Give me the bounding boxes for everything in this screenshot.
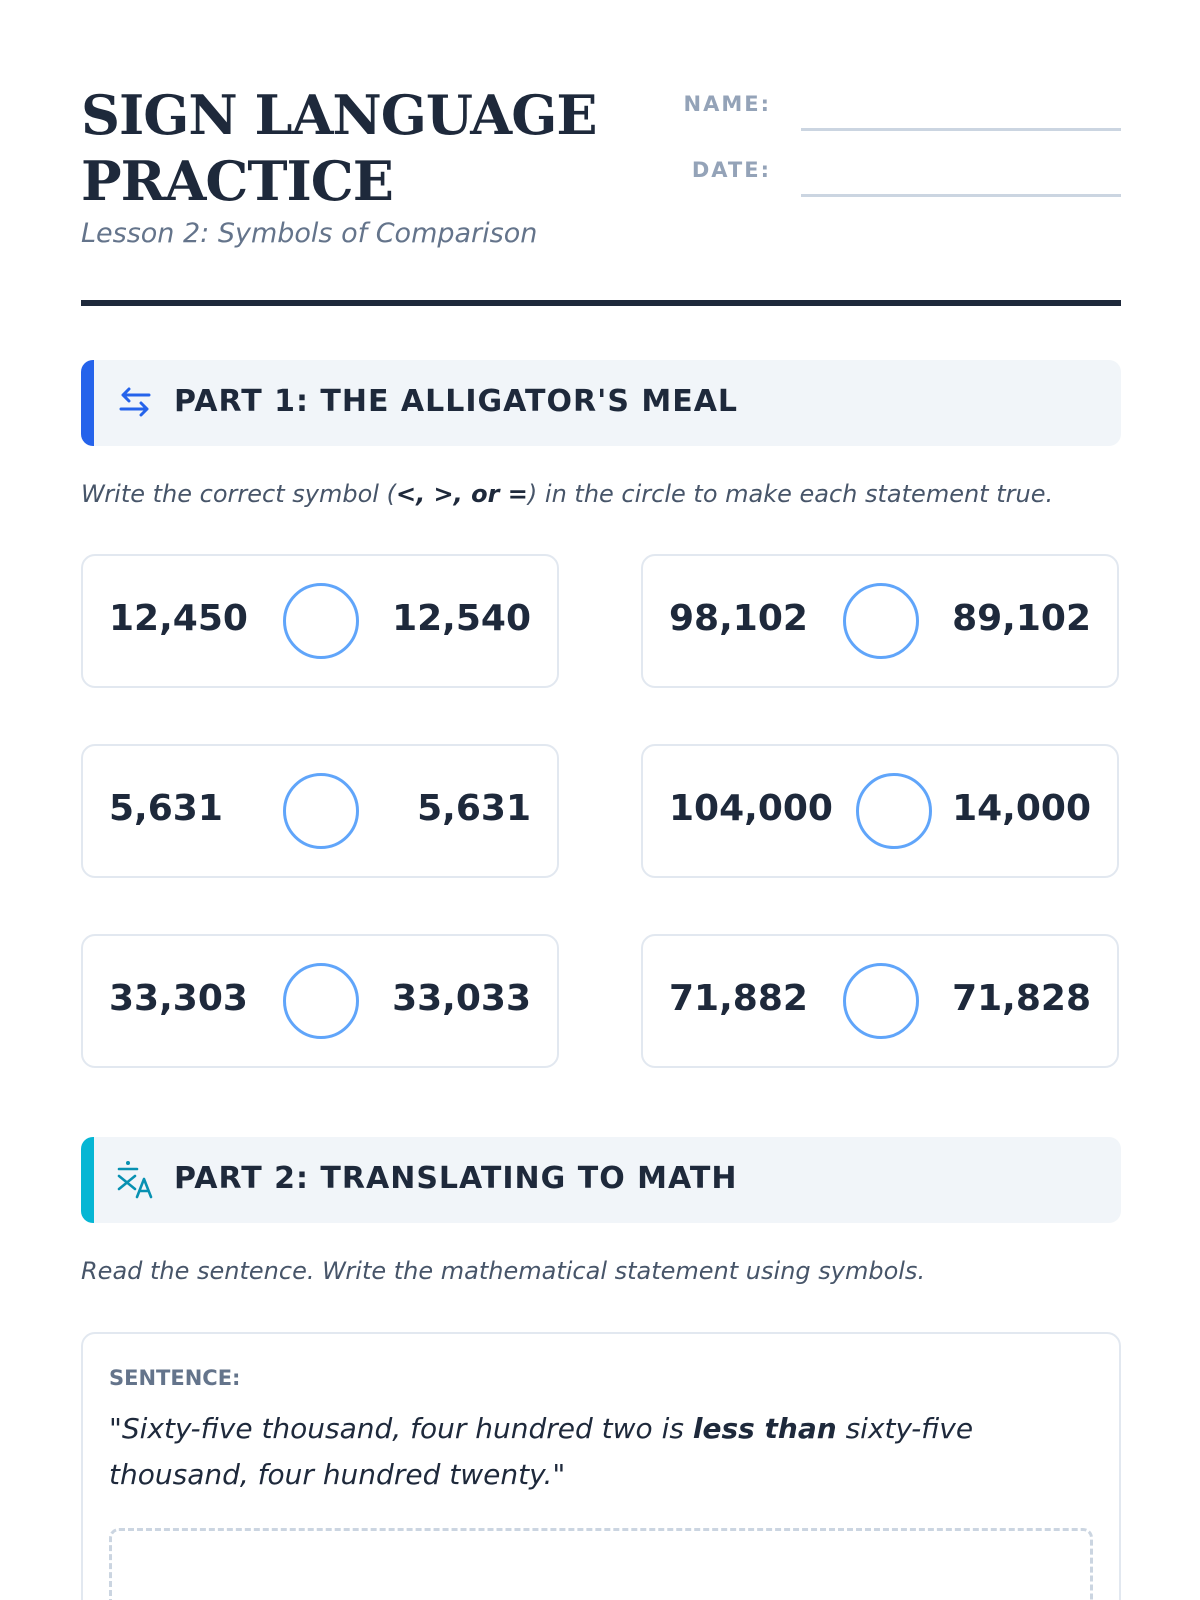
part2-accent [81, 1137, 94, 1223]
answer-circle[interactable] [283, 583, 359, 659]
sentence-text-after: sixty-five thousand, four hundred twenty." [109, 1412, 974, 1491]
sentence-text [109, 1406, 1069, 1498]
comparison-left-number: 98,102 [669, 598, 808, 639]
answer-circle[interactable] [843, 583, 919, 659]
part1-instruction-before: Write the correct symbol ( [81, 480, 396, 508]
swap-arrows-icon [115, 382, 155, 422]
part2-instruction: Read the sentence. Write the mathematical statement using symbols. [81, 1257, 926, 1285]
answer-circle[interactable] [283, 963, 359, 1039]
comparison-right-number: 14,000 [952, 788, 1091, 829]
part2-header [81, 1137, 1121, 1223]
sentence-label: SENTENCE: [109, 1366, 241, 1390]
comparison-right-number: 89,102 [952, 598, 1091, 639]
answer-circle[interactable] [856, 773, 932, 849]
sentence-text-before: "Sixty-five thousand, four hundred two is [109, 1412, 693, 1445]
header-divider [81, 300, 1121, 306]
translate-icon [115, 1159, 155, 1199]
answer-circle[interactable] [843, 963, 919, 1039]
worksheet-page [81, 0, 1121, 1600]
part1-instruction-symbols: <, >, or = [395, 480, 528, 508]
comparison-left-number: 71,882 [669, 978, 808, 1019]
answer-circle[interactable] [283, 773, 359, 849]
part1-accent [81, 360, 94, 446]
comparison-right-number: 5,631 [417, 788, 531, 829]
name-field[interactable] [801, 128, 1121, 131]
comparison-left-number: 5,631 [109, 788, 223, 829]
comparison-right-number: 71,828 [952, 978, 1091, 1019]
part1-header [81, 360, 1121, 446]
comparison-left-number: 12,450 [109, 598, 248, 639]
comparison-card-4 [641, 744, 1119, 878]
comparison-card-5 [81, 934, 559, 1068]
comparison-right-number: 33,033 [392, 978, 531, 1019]
date-field[interactable] [801, 194, 1121, 197]
comparison-card-3 [81, 744, 559, 878]
comparison-left-number: 104,000 [669, 788, 833, 829]
date-label: DATE: [691, 158, 771, 182]
sentence-text-bold: less than [692, 1412, 837, 1445]
comparison-card-1 [81, 554, 559, 688]
title-line-1: SIGN LANGUAGE [81, 83, 597, 147]
name-label: NAME: [683, 92, 771, 116]
comparison-right-number: 12,540 [392, 598, 531, 639]
part1-instruction-after: ) in the circle to make each statement true. [527, 480, 1054, 508]
part1-instruction [81, 480, 1053, 508]
sentence-card [81, 1332, 1121, 1600]
comparison-left-number: 33,303 [109, 978, 248, 1019]
part2-title: PART 2: TRANSLATING TO MATH [174, 1161, 738, 1196]
title-line-2: PRACTICE [81, 149, 393, 213]
lesson-subtitle: Lesson 2: Symbols of Comparison [81, 218, 538, 249]
comparison-card-2 [641, 554, 1119, 688]
answer-box[interactable] [109, 1528, 1093, 1600]
comparison-card-6 [641, 934, 1119, 1068]
part1-title: PART 1: THE ALLIGATOR'S MEAL [174, 384, 739, 419]
